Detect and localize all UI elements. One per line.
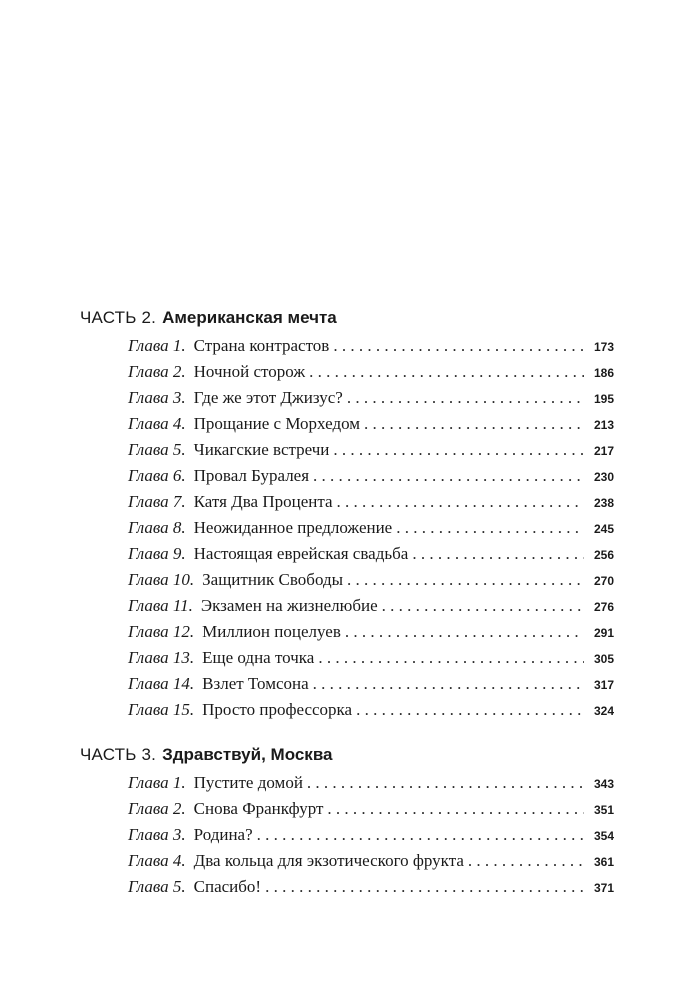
chapter-title: Прощание с Морхедом — [193, 414, 361, 433]
toc-entry — [128, 489, 614, 515]
chapter-title: Спасибо! — [193, 877, 262, 896]
chapter-label: Глава 9. — [128, 544, 186, 563]
dot-leader — [364, 411, 584, 437]
chapter-label: Глава 2. — [128, 799, 186, 818]
chapter-label: Глава 15. — [128, 700, 195, 719]
chapter-title: Ночной сторож — [193, 362, 306, 381]
page-number: 217 — [593, 444, 614, 458]
chapter-label: Глава 7. — [128, 492, 186, 511]
toc-entry — [128, 567, 614, 593]
toc-entry — [128, 515, 614, 541]
toc-entry — [128, 359, 614, 385]
toc-entry — [128, 333, 614, 359]
chapter-title: Чикагские встречи — [193, 440, 330, 459]
chapter-label: Глава 6. — [128, 466, 186, 485]
page-number: 270 — [593, 574, 614, 588]
chapter-label: Глава 4. — [128, 851, 186, 870]
toc-entry — [128, 645, 614, 671]
toc-entry — [128, 463, 614, 489]
page-number: 256 — [593, 548, 614, 562]
chapter-label: Глава 13. — [128, 648, 195, 667]
chapter-title: Просто профессорка — [202, 700, 353, 719]
page-number: 317 — [593, 678, 614, 692]
toc-entry — [128, 619, 614, 645]
dot-leader — [333, 333, 584, 359]
toc-entry — [128, 593, 614, 619]
page-number: 361 — [593, 855, 614, 869]
page-number: 238 — [593, 496, 614, 510]
toc-entry — [128, 697, 614, 723]
chapter-title: Два кольца для экзотического фрукта — [193, 851, 464, 870]
page-number: 305 — [593, 652, 614, 666]
toc-entry — [128, 874, 614, 900]
chapter-title: Неожиданное предложение — [193, 518, 393, 537]
page-number: 291 — [593, 626, 614, 640]
toc-entry — [128, 437, 614, 463]
chapter-label: Глава 10. — [128, 570, 195, 589]
chapter-label: Глава 5. — [128, 440, 186, 459]
dot-leader — [333, 437, 584, 463]
dot-leader — [257, 822, 584, 848]
part-2-section — [0, 303, 700, 723]
dot-leader — [382, 593, 584, 619]
chapter-title: Миллион поцелуев — [202, 622, 341, 641]
page-number: 245 — [593, 522, 614, 536]
dot-leader — [309, 359, 584, 385]
dot-leader — [396, 515, 584, 541]
chapter-label: Глава 4. — [128, 414, 186, 433]
toc-entry — [128, 671, 614, 697]
dot-leader — [347, 385, 584, 411]
part-title: Американская мечта — [162, 308, 337, 327]
chapter-label: Глава 11. — [128, 596, 193, 615]
page-number: 324 — [593, 704, 614, 718]
page-number: 230 — [593, 470, 614, 484]
chapter-label: Глава 14. — [128, 674, 195, 693]
chapter-title: Провал Буралея — [193, 466, 310, 485]
page-number: 343 — [593, 777, 614, 791]
toc-entry — [128, 848, 614, 874]
dot-leader — [347, 567, 584, 593]
chapter-title: Экзамен на жизнелюбие — [200, 596, 378, 615]
dot-leader — [337, 489, 584, 515]
page-number: 195 — [593, 392, 614, 406]
chapter-title: Пустите домой — [193, 773, 303, 792]
page-number: 354 — [593, 829, 614, 843]
chapter-title: Страна контрастов — [193, 336, 330, 355]
chapter-label: Глава 3. — [128, 388, 186, 407]
chapter-title: Настоящая еврейская свадьба — [193, 544, 409, 563]
dot-leader — [307, 770, 584, 796]
chapter-label: Глава 12. — [128, 622, 195, 641]
chapter-title: Где же этот Джизус? — [193, 388, 343, 407]
dot-leader — [356, 697, 584, 723]
dot-leader — [265, 874, 584, 900]
part-heading — [80, 740, 700, 770]
chapter-label: Глава 1. — [128, 773, 186, 792]
chapter-title: Еще одна точка — [202, 648, 315, 667]
part-title: Здравствуй, Москва — [162, 745, 333, 764]
toc-entry — [128, 822, 614, 848]
chapter-title: Взлет Томсона — [202, 674, 309, 693]
dot-leader — [412, 541, 584, 567]
toc-entry — [128, 541, 614, 567]
toc-entry — [128, 770, 614, 796]
chapter-list — [0, 333, 700, 723]
chapter-label: Глава 3. — [128, 825, 186, 844]
page-number: 213 — [593, 418, 614, 432]
page-number: 276 — [593, 600, 614, 614]
page-number: 186 — [593, 366, 614, 380]
chapter-label: Глава 5. — [128, 877, 186, 896]
chapter-title: Защитник Свободы — [202, 570, 344, 589]
dot-leader — [468, 848, 584, 874]
page-number: 173 — [593, 340, 614, 354]
chapter-label: Глава 8. — [128, 518, 186, 537]
page-number: 351 — [593, 803, 614, 817]
chapter-title: Родина? — [193, 825, 253, 844]
part-3-section — [0, 740, 700, 900]
part-label: ЧАСТЬ 3. — [80, 745, 157, 764]
toc-entry — [128, 411, 614, 437]
dot-leader — [327, 796, 584, 822]
chapter-label: Глава 2. — [128, 362, 186, 381]
chapter-label: Глава 1. — [128, 336, 186, 355]
dot-leader — [313, 463, 584, 489]
part-heading — [80, 303, 700, 333]
toc-entry — [128, 796, 614, 822]
dot-leader — [345, 619, 584, 645]
dot-leader — [318, 645, 584, 671]
chapter-title: Катя Два Процента — [193, 492, 333, 511]
part-label: ЧАСТЬ 2. — [80, 308, 157, 327]
page-number: 371 — [593, 881, 614, 895]
chapter-list — [0, 770, 700, 900]
dot-leader — [313, 671, 584, 697]
toc-entry — [128, 385, 614, 411]
chapter-title: Снова Франкфурт — [193, 799, 324, 818]
